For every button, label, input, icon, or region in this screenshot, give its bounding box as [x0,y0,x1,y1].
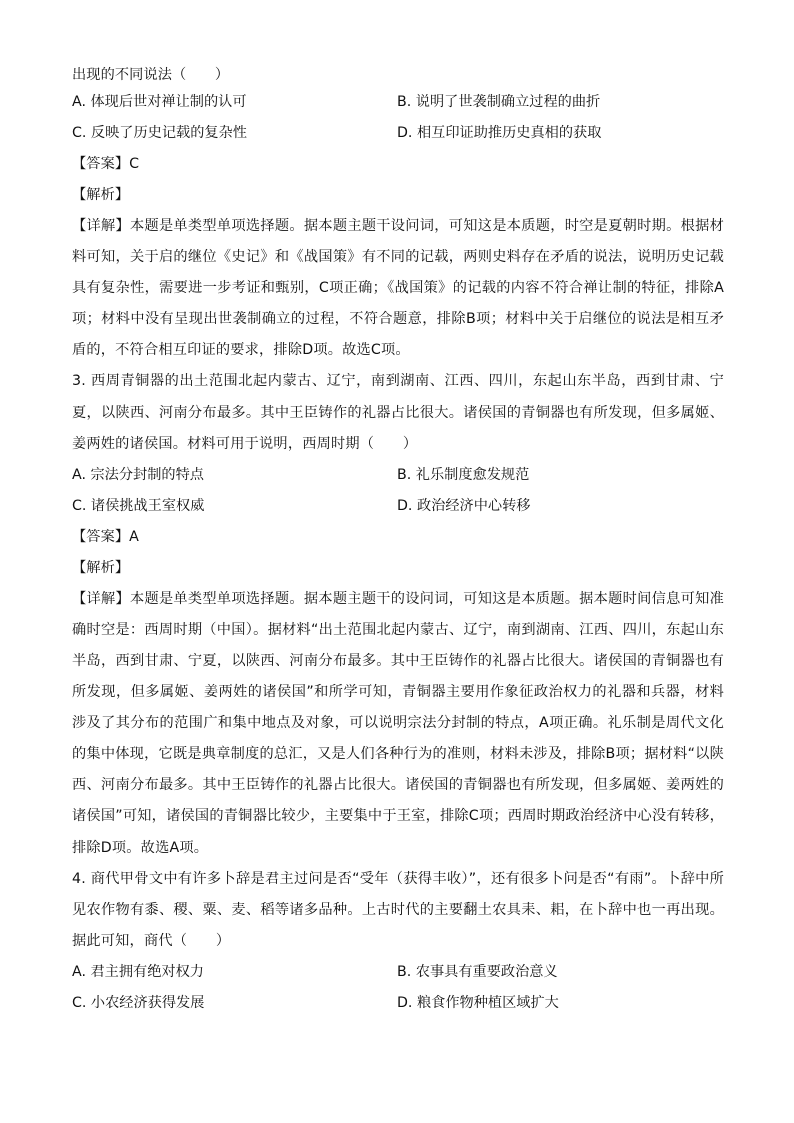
q2-option-c[interactable]: C. 反映了历史记载的复杂性 [72,125,247,141]
q2-option-d[interactable]: D. 相互印证助推历史真相的获取 [397,125,602,141]
q2-analysis-label: 【解析】 [72,187,130,203]
q3-option-c[interactable]: C. 诸侯挑战王室权威 [72,497,205,514]
q3-answer: 【答案】A [72,528,139,545]
q3-options-row-1 [72,460,724,491]
q4-option-d[interactable]: D. 粮食作物种植区域扩大 [397,994,559,1011]
document-page [72,64,724,1019]
q4-option-a[interactable]: A. 君主拥有绝对权力 [72,963,204,980]
q3-option-d[interactable]: D. 政治经济中心转移 [397,497,531,514]
q3-options-row-2 [72,491,724,522]
q3-option-b[interactable]: B. 礼乐制度愈发规范 [397,466,530,483]
q4-stem: 4. 商代甲骨文中有许多卜辞是君主过问是否“受年（获得丰收）”，还有很多卜问是否“有雨”。卜辞中所见农作物有黍、稷、粟、麦、稻等诸多品种。上古时代的主要翻土农具耒、耜，在卜辞中也一再出现。据此可知，商代（ ） [72,870,724,949]
q2-stem-tail: 出现的不同说法（ ） [72,67,230,83]
q2-option-b[interactable]: B. 说明了世袭制确立过程的曲折 [397,94,601,110]
q4-option-c[interactable]: C. 小农经济获得发展 [72,994,205,1011]
q3-option-a[interactable]: A. 宗法分封制的特点 [72,466,204,483]
q2-option-a[interactable]: A. 体现后世对禅让制的认可 [72,94,247,110]
q2-options-row-2 [72,118,724,149]
q2-detail: 【详解】本题是单类型单项选择题。据本题主题干设问词，可知这是本质题，时空是夏朝时期。根据材料可知，关于启的继位《史记》和《战国策》有不同的记载，两则史料存在矛盾的说法，说明历史记载具有复杂性，需要进一步考证和甄别，C项正确；《战国策》的记载的内容不符合禅让制的特征，排除A项；材料中没有呈现出世袭制确立的过程，不符合题意，排除B项；材料中关于启继位的说法是相互矛盾的，不符合相互印证的要求，排除D项。故选C项。 [72,218,724,359]
q4-option-b[interactable]: B. 农事具有重要政治意义 [397,963,558,980]
q4-options-row-1 [72,957,724,988]
q3-detail: 【详解】本题是单类型单项选择题。据本题主题干的设问词，可知这是本质题。据本题时间信息可知准确时空是：西周时期（中国）。据材料“出土范围北起内蒙古、辽宁，南到湖南、江西、四川，东起山东半岛，西到甘肃、宁夏，以陕西、河南分布最多。其中王臣铸作的礼器占比很大。诸侯国的青铜器也有所发现，但多属姬、姜两姓的诸侯国”和所学可知，青铜器主要用作象征政治权力的礼器和兵器，材料涉及了其分布的范围广和集中地点及对象，可以说明宗法分封制的特点，A项正确。礼乐制是周代文化的集中体现，它既是典章制度的总汇，又是人们各种行为的准则，材料未涉及，排除B项；据材料“以陕西、河南分布最多。其中王臣铸作的礼器占比很大。诸侯国的青铜器也有所发现，但多属姬、姜两姓的诸侯国”可知，诸侯国的青铜器比较少，主要集中于王室，排除C项；西周时期政治经济中心没有转移，排除D项。故选A项。 [72,590,724,856]
q2-options-row-1 [72,87,724,118]
q3-stem: 3. 西周青铜器的出土范围北起内蒙古、辽宁，南到湖南、江西、四川，东起山东半岛，西到甘肃、宁夏，以陕西、河南分布最多。其中王臣铸作的礼器占比很大。诸侯国的青铜器也有所发现，但多属姬、姜两姓的诸侯国。材料可用于说明，西周时期（ ） [72,373,724,452]
q4-options-row-2 [72,988,724,1019]
q2-answer: 【答案】C [72,156,140,172]
q3-analysis-label: 【解析】 [72,559,130,576]
